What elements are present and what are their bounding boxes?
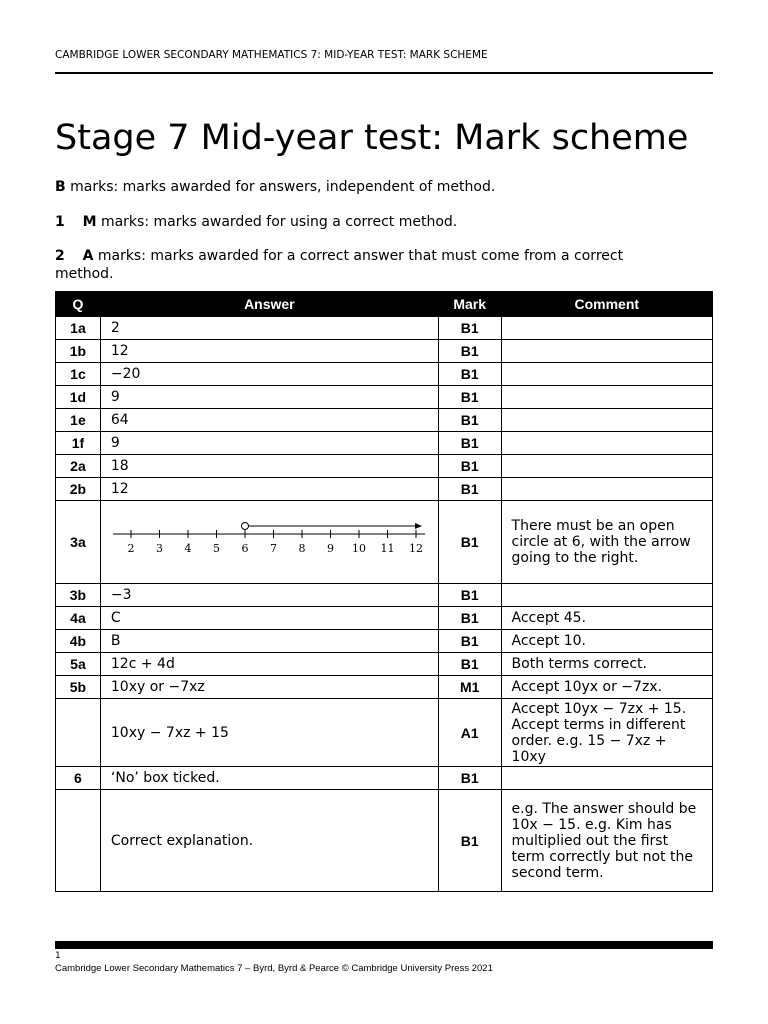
question-number: 1e bbox=[56, 409, 101, 432]
comment-cell: Both terms correct. bbox=[501, 653, 712, 676]
answer-cell: 18 bbox=[100, 455, 438, 478]
answer-cell: 12c + 4d bbox=[100, 653, 438, 676]
question-number: 6 bbox=[56, 767, 101, 790]
number-line-tick-label: 9 bbox=[326, 542, 334, 555]
intro-number: 1 bbox=[55, 214, 65, 230]
comment-cell bbox=[501, 455, 712, 478]
number-line-tick-label: 3 bbox=[155, 542, 163, 555]
number-line-figure bbox=[105, 522, 430, 562]
mark-cell: B1 bbox=[438, 478, 501, 501]
question-number: 3a bbox=[56, 501, 101, 584]
table-row bbox=[56, 386, 713, 409]
mark-cell: B1 bbox=[438, 630, 501, 653]
intro-code: B bbox=[55, 179, 66, 195]
table-row bbox=[56, 340, 713, 363]
answer-cell: 12 bbox=[100, 478, 438, 501]
comment-cell bbox=[501, 767, 712, 790]
answer-cell: Correct explanation. bbox=[100, 790, 438, 892]
number-line-tick-label: 5 bbox=[212, 542, 220, 555]
table-row bbox=[56, 630, 713, 653]
comment-cell: e.g. The answer should be 10x − 15. e.g. Kim has multiplied out the first term correctly but not the second term. bbox=[501, 790, 712, 892]
table-row bbox=[56, 409, 713, 432]
table-row bbox=[56, 501, 713, 584]
table-row bbox=[56, 790, 713, 892]
question-number: 2b bbox=[56, 478, 101, 501]
comment-cell bbox=[501, 363, 712, 386]
comment-cell bbox=[501, 317, 712, 340]
table-row bbox=[56, 653, 713, 676]
question-number bbox=[56, 790, 101, 892]
intro-code: M bbox=[82, 214, 97, 230]
header-answer: Answer bbox=[100, 292, 438, 317]
intro-text: marks: marks awarded for answers, independent of method. bbox=[65, 179, 496, 195]
number-line-tick-label: 10 bbox=[351, 542, 366, 555]
answer-cell: 10xy or −7xz bbox=[100, 676, 438, 699]
mark-cell: B1 bbox=[438, 340, 501, 363]
intro-line-b bbox=[55, 178, 495, 196]
table-row bbox=[56, 584, 713, 607]
comment-cell bbox=[501, 478, 712, 501]
header-mark: Mark bbox=[438, 292, 501, 317]
answer-cell: −20 bbox=[100, 363, 438, 386]
intro-number: 2 bbox=[55, 248, 65, 264]
comment-cell: Accept 10yx − 7zx + 15. Accept terms in different order. e.g. 15 − 7xz + 10xy bbox=[501, 699, 712, 767]
answer-cell: 9 bbox=[100, 432, 438, 455]
table-row bbox=[56, 699, 713, 767]
comment-cell: Accept 10. bbox=[501, 630, 712, 653]
mark-cell: B1 bbox=[438, 584, 501, 607]
mark-cell: B1 bbox=[438, 501, 501, 584]
question-number: 2a bbox=[56, 455, 101, 478]
comment-cell: There must be an open circle at 6, with the arrow going to the right. bbox=[501, 501, 712, 584]
question-number: 5a bbox=[56, 653, 101, 676]
mark-cell: B1 bbox=[438, 607, 501, 630]
mark-cell: B1 bbox=[438, 409, 501, 432]
question-number: 3b bbox=[56, 584, 101, 607]
intro-code: A bbox=[82, 248, 94, 264]
intro-line-a bbox=[55, 247, 655, 283]
question-number: 4b bbox=[56, 630, 101, 653]
comment-cell: Accept 10yx or −7zx. bbox=[501, 676, 712, 699]
question-number: 5b bbox=[56, 676, 101, 699]
question-number: 1d bbox=[56, 386, 101, 409]
mark-cell: M1 bbox=[438, 676, 501, 699]
header-q: Q bbox=[56, 292, 101, 317]
table-row bbox=[56, 432, 713, 455]
number-line-tick-label: 6 bbox=[241, 542, 249, 555]
mark-cell: B1 bbox=[438, 790, 501, 892]
mark-cell: B1 bbox=[438, 386, 501, 409]
table-row bbox=[56, 455, 713, 478]
mark-cell: B1 bbox=[438, 455, 501, 478]
intro-text: marks: marks awarded for using a correct method. bbox=[96, 214, 458, 230]
question-number bbox=[56, 699, 101, 767]
page-number: 1 bbox=[55, 951, 61, 961]
number-line-tick-label: 2 bbox=[127, 542, 135, 555]
mark-cell: A1 bbox=[438, 699, 501, 767]
table-row bbox=[56, 317, 713, 340]
header-rule bbox=[55, 72, 713, 74]
footer-credit: Cambridge Lower Secondary Mathematics 7 – Byrd, Byrd & Pearce © Cambridge University Press 2021 bbox=[55, 963, 493, 974]
question-number: 1c bbox=[56, 363, 101, 386]
table-header-row bbox=[56, 292, 713, 317]
answer-cell: 64 bbox=[100, 409, 438, 432]
mark-cell: B1 bbox=[438, 363, 501, 386]
mark-cell: B1 bbox=[438, 317, 501, 340]
page-title: Stage 7 Mid-year test: Mark scheme bbox=[55, 118, 689, 158]
number-line-tick-label: 7 bbox=[269, 542, 277, 555]
open-circle bbox=[241, 523, 248, 530]
intro-text: marks: marks awarded for a correct answer that must come from a correct method. bbox=[55, 248, 624, 282]
comment-cell bbox=[501, 432, 712, 455]
answer-cell: ‘No’ box ticked. bbox=[100, 767, 438, 790]
number-line-tick-label: 8 bbox=[298, 542, 306, 555]
table-row bbox=[56, 607, 713, 630]
answer-cell: 2 bbox=[100, 317, 438, 340]
header-comment: Comment bbox=[501, 292, 712, 317]
answer-cell: B bbox=[100, 630, 438, 653]
table-row bbox=[56, 767, 713, 790]
comment-cell bbox=[501, 386, 712, 409]
answer-cell: −3 bbox=[100, 584, 438, 607]
question-number: 1a bbox=[56, 317, 101, 340]
table-row bbox=[56, 676, 713, 699]
mark-cell: B1 bbox=[438, 767, 501, 790]
question-number: 1b bbox=[56, 340, 101, 363]
footer-bar bbox=[55, 941, 713, 949]
number-line-tick-label: 11 bbox=[380, 542, 395, 555]
table-row bbox=[56, 478, 713, 501]
header-text: CAMBRIDGE LOWER SECONDARY MATHEMATICS 7: MID-YEAR TEST: MARK SCHEME bbox=[55, 49, 488, 61]
answer-cell: 12 bbox=[100, 340, 438, 363]
answer-cell: 10xy − 7xz + 15 bbox=[100, 699, 438, 767]
number-line-tick-label: 12 bbox=[408, 542, 423, 555]
intro-line-m bbox=[55, 213, 457, 231]
table-row bbox=[56, 363, 713, 386]
number-line-tick-label: 4 bbox=[184, 542, 192, 555]
mark-scheme-table bbox=[55, 291, 713, 892]
comment-cell: Accept 45. bbox=[501, 607, 712, 630]
mark-cell: B1 bbox=[438, 653, 501, 676]
comment-cell bbox=[501, 409, 712, 432]
answer-cell bbox=[100, 501, 438, 584]
mark-cell: B1 bbox=[438, 432, 501, 455]
answer-cell: 9 bbox=[100, 386, 438, 409]
arrow-head-icon bbox=[415, 523, 422, 529]
question-number: 4a bbox=[56, 607, 101, 630]
comment-cell bbox=[501, 340, 712, 363]
answer-cell: C bbox=[100, 607, 438, 630]
question-number: 1f bbox=[56, 432, 101, 455]
comment-cell bbox=[501, 584, 712, 607]
